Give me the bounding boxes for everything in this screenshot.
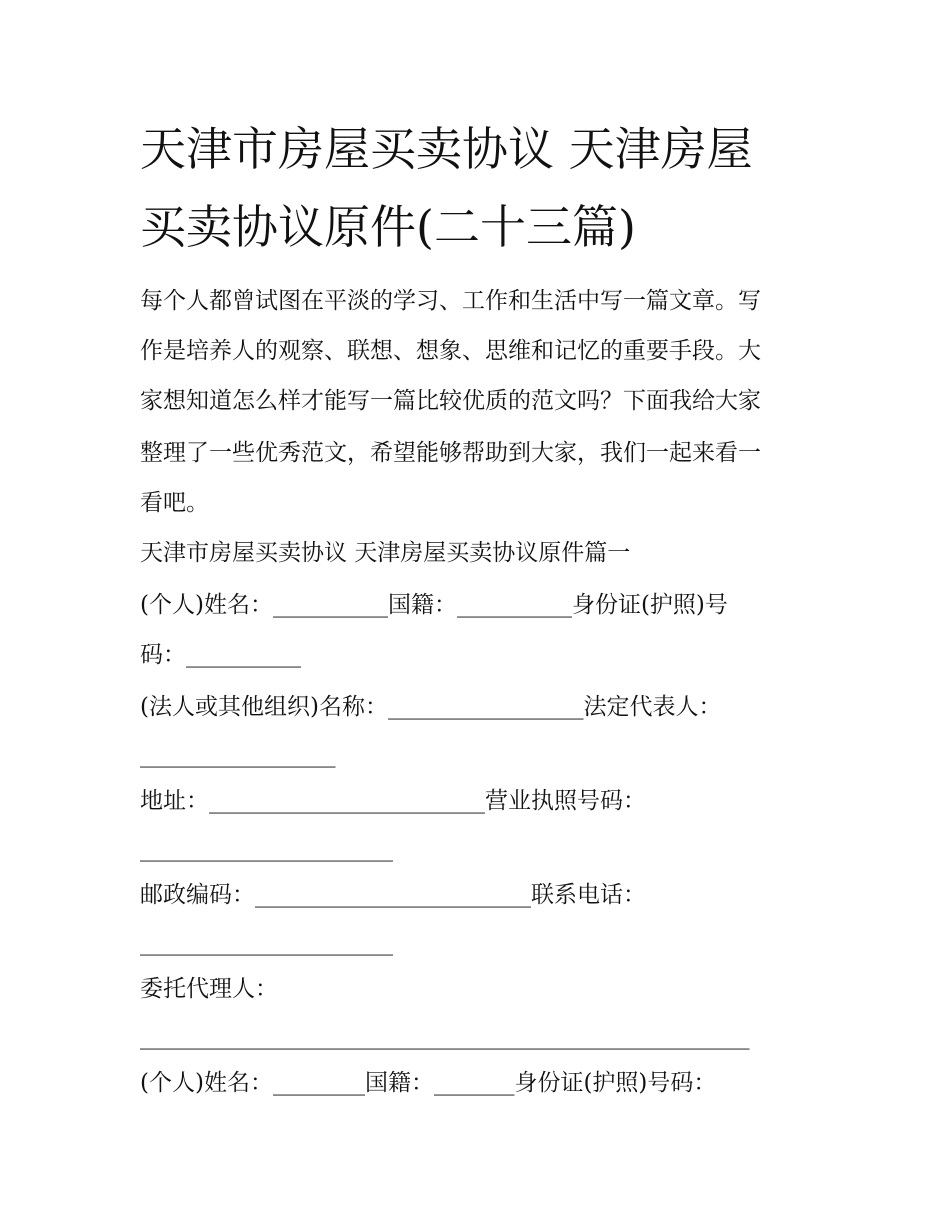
form-line-4: _________________ [140, 742, 336, 768]
intro-line-4: 整理了一些优秀范文，希望能够帮助到大家，我们一起来看一 [140, 440, 761, 466]
form-line-11: (个人)姓名：________国籍：_______身份证(护照)号码： [140, 1070, 717, 1096]
form-line-10: _____________________________________________________ [140, 1024, 750, 1050]
form-line-5: 地址：________________________营业执照号码： [140, 788, 646, 814]
intro-line-3: 家想知道怎么样才能写一篇比较优质的范文吗？下面我给大家 [140, 388, 761, 414]
form-line-2: 码：__________ [140, 642, 301, 668]
section-heading: 天津市房屋买卖协议 天津房屋买卖协议原件篇一 [140, 540, 631, 566]
intro-line-1: 每个人都曾试图在平淡的学习、工作和生活中写一篇文章。写 [140, 288, 761, 314]
document-title [140, 110, 820, 266]
form-line-9: 委托代理人： [140, 976, 278, 1002]
title-line-1: 天津市房屋买卖协议 天津房屋 [140, 122, 753, 176]
form-line-1: (个人)姓名：__________国籍：__________身份证(护照)号 [140, 592, 728, 618]
intro-line-2: 作是培养人的观察、联想、想象、思维和记忆的重要手段。大 [140, 338, 761, 364]
title-line-2: 买卖协议原件(二十三篇) [140, 200, 636, 254]
form-line-7: 邮政编码：________________________联系电话： [140, 882, 646, 908]
form-line-3: (法人或其他组织)名称：_________________法定代表人： [140, 694, 722, 720]
form-line-6: ______________________ [140, 836, 393, 862]
form-line-8: ______________________ [140, 930, 393, 956]
intro-line-5: 看吧。 [140, 490, 209, 516]
